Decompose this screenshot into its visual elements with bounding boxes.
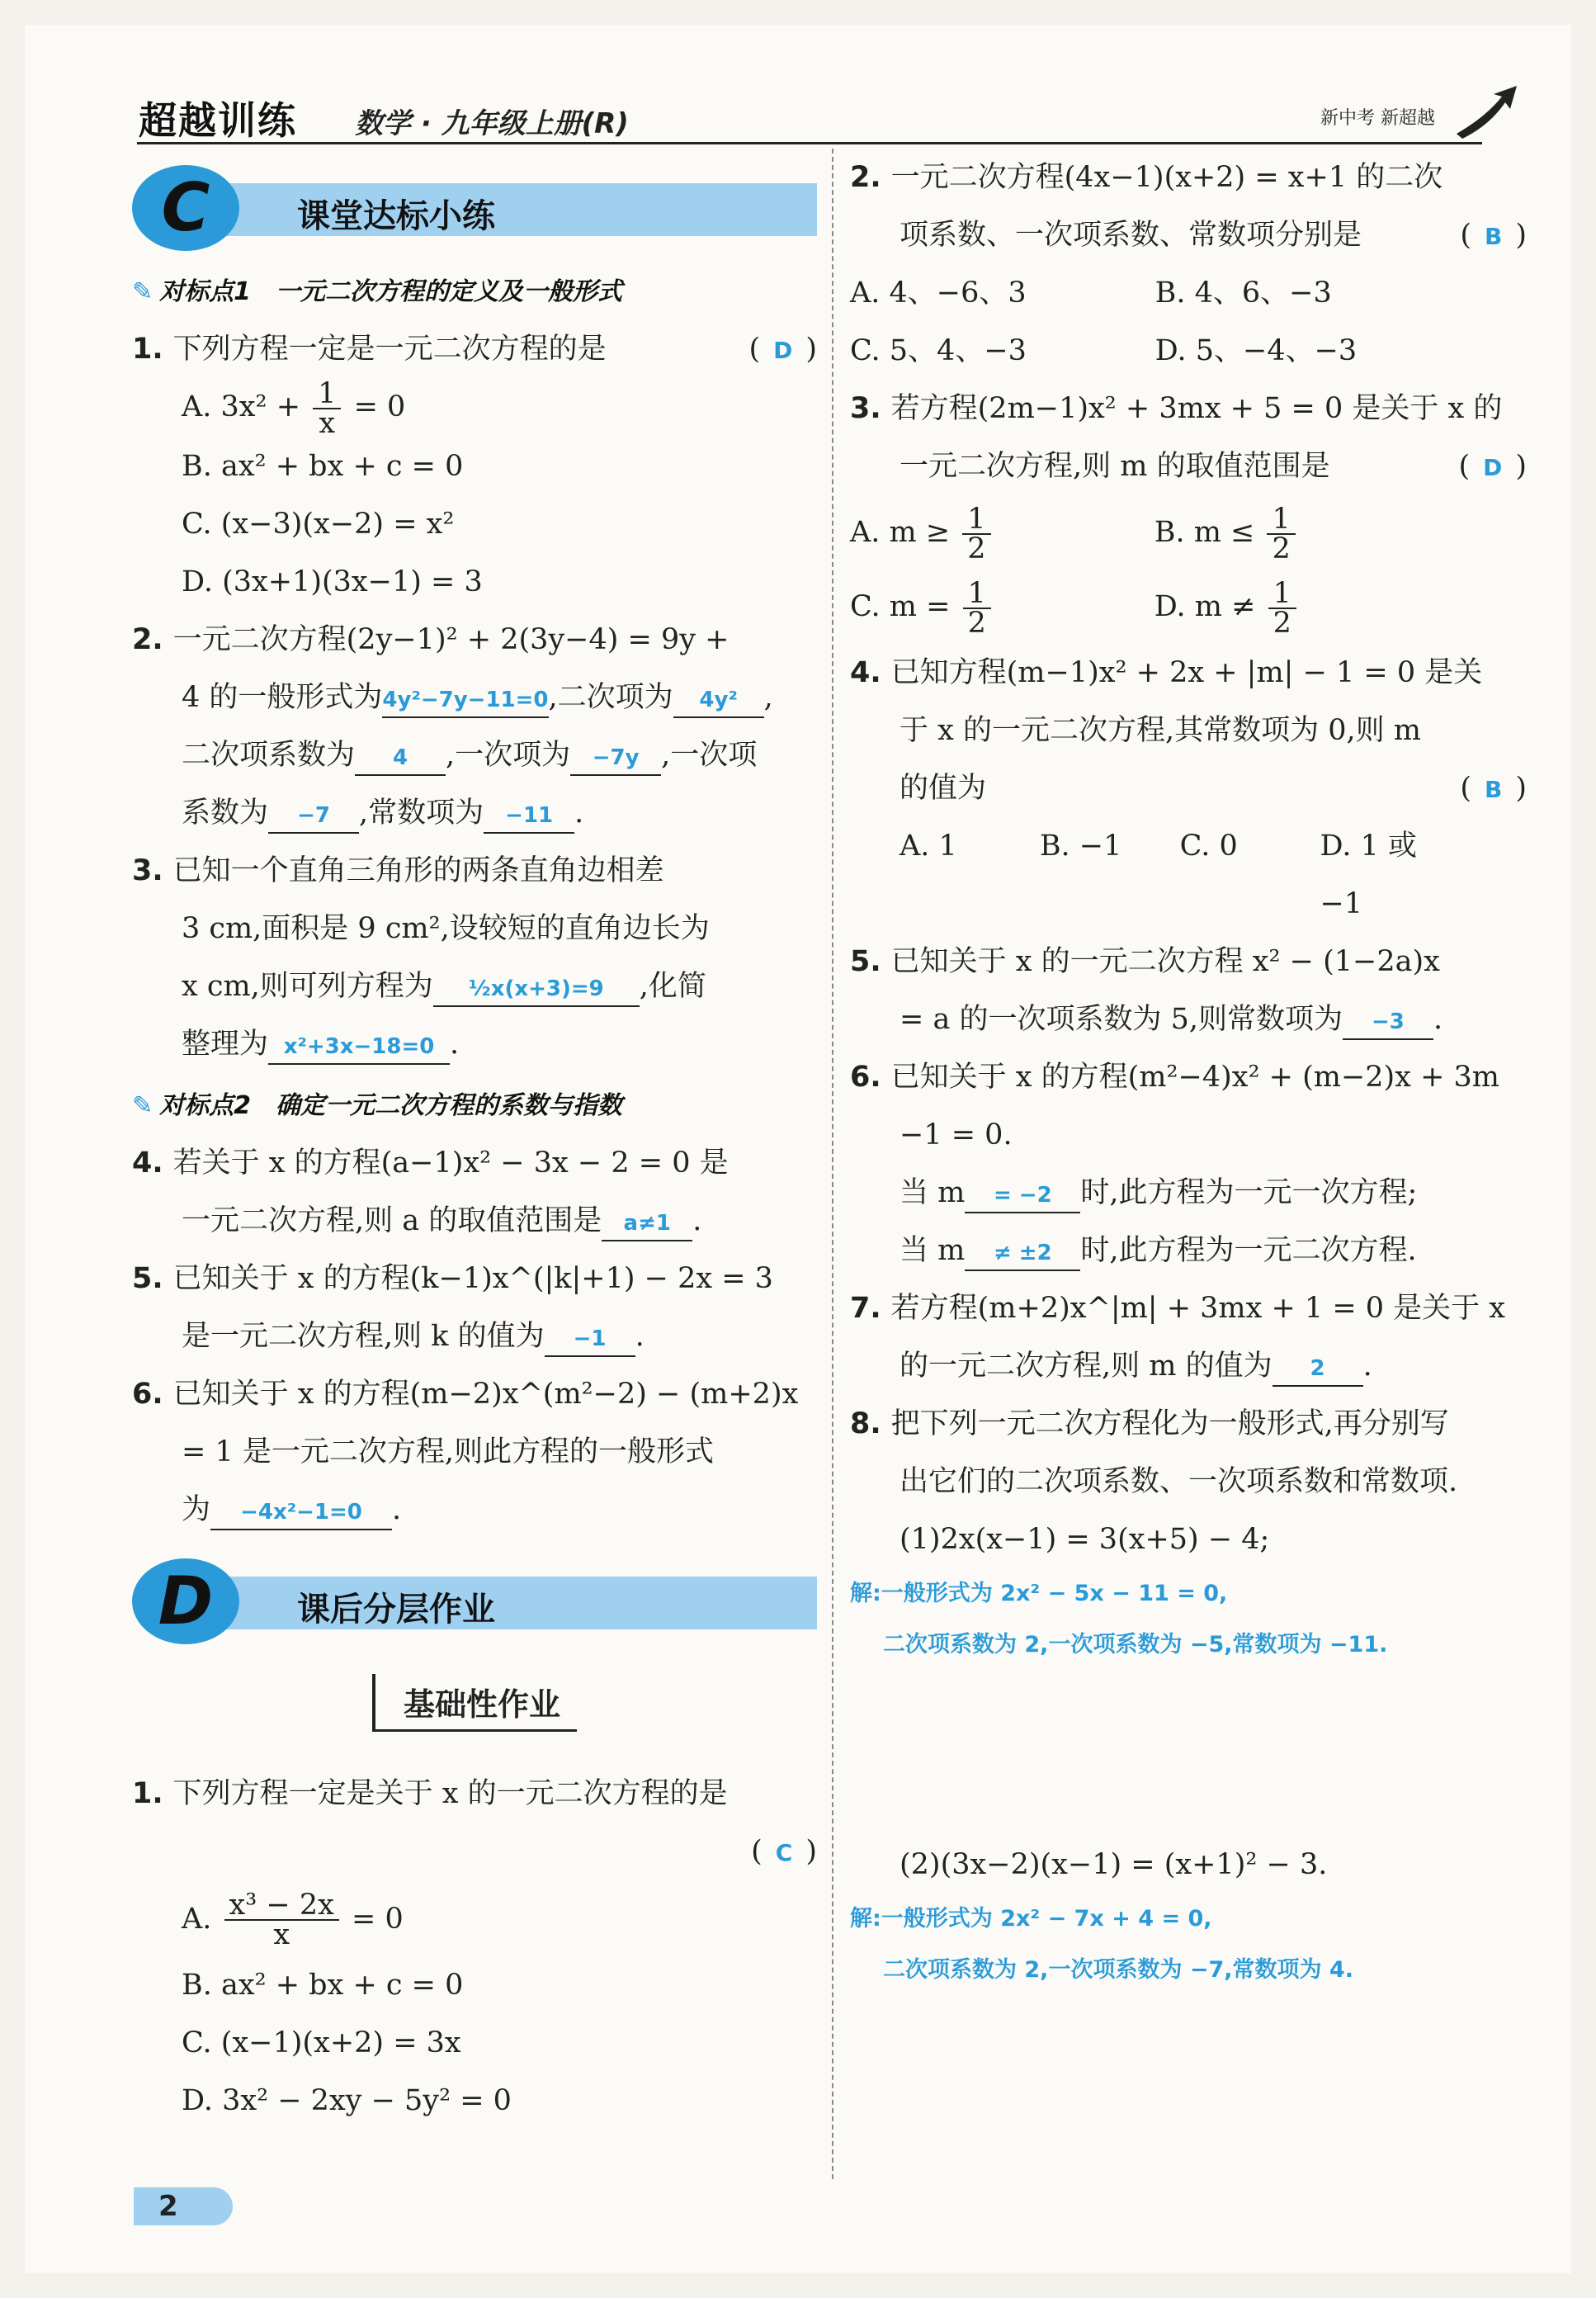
option-c: C. 5、4、−3 <box>850 334 1027 367</box>
question-r7 <box>850 1279 1527 1337</box>
question-r8-line: 出它们的二次项系数、一次项系数和常数项. <box>900 1465 1458 1498</box>
fraction <box>962 502 990 565</box>
answer-choice: D <box>1483 454 1503 481</box>
question-d1 <box>132 1765 817 1823</box>
fraction <box>313 376 341 440</box>
question-number: 7. <box>850 1292 881 1325</box>
option-a <box>850 495 1155 570</box>
option-d: D. 3x² − 2xy − 5y² = 0 <box>182 2083 512 2117</box>
question-text: 项系数、一次项系数、常数项分别是 <box>900 219 1362 252</box>
option-b: B. −1 <box>1039 830 1122 863</box>
section-title: 课堂达标小练 <box>297 197 495 235</box>
question-text: x cm,则可列方程为 <box>182 969 433 1003</box>
question-r4 <box>850 644 1527 702</box>
column-divider <box>832 149 833 2179</box>
point-title-text: 对标点1 一元二次方程的定义及一般形式 <box>159 277 623 306</box>
page-number: 2 <box>158 2190 178 2223</box>
question-number: 4. <box>850 656 881 689</box>
fraction-numerator: 1 <box>963 579 991 609</box>
question-text: 时,此方程为一元二次方程. <box>1080 1234 1417 1267</box>
book-subtitle: 数学 · 九年级上册(R) <box>355 107 629 140</box>
question-number: 1. <box>132 333 163 366</box>
fraction-numerator: 1 <box>1268 579 1296 609</box>
option-text: = 0 <box>342 1902 404 1936</box>
question-text: 的值为 <box>900 772 987 805</box>
question-number: 1. <box>132 1776 163 1810</box>
question-text: 一元二次方程,则 a 的取值范围是 <box>182 1203 602 1237</box>
question-number: 3. <box>132 853 163 887</box>
question-r6-line: −1 = 0. <box>900 1118 1013 1151</box>
option-c <box>850 570 1155 644</box>
question-text: 二次项系数为 <box>182 738 356 772</box>
question-r8-part1: (1)2x(x−1) = 3(x+5) − 4; <box>900 1523 1270 1556</box>
section-c-banner <box>132 165 817 256</box>
fraction-numerator: 1 <box>313 380 341 409</box>
question-4-line <box>132 1192 817 1250</box>
question-text: ,一次项为 <box>446 738 571 772</box>
question-text: , <box>763 680 773 714</box>
question-text: 已知关于 x 的方程(m−2)x^(m²−2) − (m+2)x <box>172 1377 799 1411</box>
page-number-tab <box>134 2187 233 2225</box>
answer-paren: ( B ) <box>1460 772 1527 805</box>
brand-title: 超越训练 <box>139 98 297 143</box>
option-b: B. ax² + bx + c = 0 <box>182 449 464 483</box>
fraction-denominator: 2 <box>967 532 986 565</box>
fraction <box>963 576 991 640</box>
sub-header <box>132 1674 817 1732</box>
question-text: . <box>635 1319 645 1353</box>
point-title-1 <box>132 271 817 307</box>
question-text: 已知关于 x 的一元二次方程 x² − (1−2a)x <box>890 945 1440 978</box>
question-r3 <box>850 380 1527 437</box>
question-text: ,一次项 <box>661 738 758 772</box>
section-letter: C <box>132 165 239 251</box>
question-2-line <box>132 726 817 784</box>
options-r4 <box>850 817 1460 933</box>
option-text: B. m ≤ <box>1154 516 1264 549</box>
solution-2 <box>850 1894 1527 1996</box>
option-a: A. 1 <box>900 830 957 863</box>
section-title: 课后分层作业 <box>297 1590 495 1629</box>
option-c: C. (x−3)(x−2) = x² <box>182 507 455 541</box>
question-text: 若方程(2m−1)x² + 3mx + 5 = 0 是关于 x 的 <box>890 392 1503 425</box>
fraction-numerator: 1 <box>962 505 990 535</box>
answer-blank: −1 <box>545 1322 635 1357</box>
option-b <box>1155 495 1459 570</box>
question-text: 一元二次方程(2y−1)² + 2(3y−4) = 9y + <box>172 622 730 656</box>
section-d-banner <box>132 1558 817 1649</box>
arrow-icon <box>1452 84 1518 142</box>
question-r6-line <box>850 1222 1527 1279</box>
section-letter: D <box>132 1558 239 1644</box>
answer-blank: −3 <box>1343 1005 1433 1040</box>
question-text: 已知关于 x 的方程(k−1)x^(|k|+1) − 2x = 3 <box>172 1261 773 1295</box>
answer-blank: a≠1 <box>602 1207 692 1241</box>
option-d <box>1155 570 1459 644</box>
question-r6 <box>850 1048 1527 1106</box>
question-r4-line <box>850 759 1527 817</box>
question-text: 已知方程(m−1)x² + 2x + |m| − 1 = 0 是关 <box>890 656 1483 689</box>
option-d: D. (3x+1)(3x−1) = 3 <box>182 565 483 598</box>
slogan: 新中考 新超越 <box>1320 108 1435 129</box>
question-text: . <box>574 796 584 830</box>
header-rule <box>137 142 1482 144</box>
question-number: 8. <box>850 1407 881 1440</box>
point-title-2 <box>132 1085 817 1121</box>
question-text: . <box>692 1203 702 1237</box>
answer-choice: B <box>1485 776 1503 803</box>
page-header <box>25 25 1571 149</box>
answer-blank: 4y²−7y−11=0 <box>382 683 548 718</box>
solution-1 <box>850 1568 1527 1671</box>
question-1 <box>132 320 817 378</box>
question-3 <box>132 842 817 900</box>
answer-blank: ≠ ±2 <box>965 1236 1080 1271</box>
question-text: ,二次项为 <box>548 680 673 714</box>
option-d: D. 1 或 −1 <box>1320 830 1417 920</box>
fraction-denominator: 2 <box>967 606 986 640</box>
answer-blank: −11 <box>484 799 574 834</box>
question-number: 2. <box>132 622 163 656</box>
question-text: . <box>1362 1350 1372 1383</box>
question-text: 若方程(m+2)x^|m| + 3mx + 1 = 0 是关于 x <box>890 1292 1506 1325</box>
question-text: 时,此方程为一元一次方程; <box>1080 1176 1418 1209</box>
question-number: 6. <box>132 1377 163 1411</box>
solution-line: 二次项系数为 2,一次项系数为 −7,常数项为 4. <box>883 1957 1353 1983</box>
question-4 <box>132 1134 817 1192</box>
fraction-numerator: x³ − 2x <box>224 1891 339 1921</box>
question-3-line: 3 cm,面积是 9 cm²,设较短的直角边长为 <box>182 911 710 945</box>
option-text: = 0 <box>344 390 406 423</box>
option-d: D. 5、−4、−3 <box>1155 334 1358 367</box>
answer-paren: ( B ) <box>1460 219 1527 252</box>
answer-blank: −7 <box>268 799 359 834</box>
answer-choice: B <box>1485 223 1503 250</box>
question-5 <box>132 1250 817 1307</box>
question-number: 2. <box>850 161 881 194</box>
question-text: 整理为 <box>182 1027 269 1061</box>
answer-blank: = −2 <box>965 1179 1080 1213</box>
question-r3-line <box>850 437 1527 495</box>
question-6-line: = 1 是一元二次方程,则此方程的一般形式 <box>182 1435 714 1468</box>
question-text: ,常数项为 <box>359 796 484 830</box>
fraction-numerator: 1 <box>1267 505 1295 535</box>
solution-line: 解:一般形式为 2x² − 7x + 4 = 0, <box>850 1906 1212 1932</box>
answer-paren: ( D ) <box>1458 450 1527 483</box>
question-text: 4 的一般形式为 <box>182 680 383 714</box>
question-number: 3. <box>850 392 881 425</box>
answer-line: ( C ) <box>751 1834 817 1868</box>
answer-paren: ( D ) <box>748 333 817 366</box>
option-a <box>132 1882 817 1956</box>
question-text: . <box>1433 1003 1443 1036</box>
question-text: = a 的一次项系数为 5,则常数项为 <box>900 1003 1343 1036</box>
option-text: A. m ≥ <box>850 516 960 549</box>
question-3-line <box>132 1015 817 1073</box>
question-text: 的一元二次方程,则 m 的值为 <box>900 1350 1273 1383</box>
question-number: 5. <box>132 1261 163 1295</box>
question-number: 5. <box>850 945 881 978</box>
option-text: D. m ≠ <box>1154 590 1265 623</box>
point-title-text: 对标点2 确定一元二次方程的系数与指数 <box>159 1090 623 1120</box>
question-text: 已知一个直角三角形的两条直角边相差 <box>172 853 664 887</box>
answer-blank: −4x²−1=0 <box>210 1496 392 1530</box>
question-r6-line <box>850 1164 1527 1222</box>
question-6 <box>132 1365 817 1423</box>
answer-blank: ½x(x+3)=9 <box>433 972 640 1007</box>
answer-blank: 4 <box>355 741 446 776</box>
question-number: 4. <box>132 1146 163 1180</box>
question-text: 把下列一元二次方程化为一般形式,再分别写 <box>890 1407 1449 1440</box>
solution-line: 解:一般形式为 2x² − 5x − 11 = 0, <box>850 1581 1228 1606</box>
solution-line: 二次项系数为 2,一次项系数为 −5,常数项为 −11. <box>883 1632 1388 1657</box>
blank-space <box>850 1671 1527 1836</box>
option-c: C. (x−1)(x+2) = 3x <box>182 2026 461 2059</box>
answer-blank: x²+3x−18=0 <box>268 1030 450 1065</box>
question-text: 当 m <box>900 1234 966 1267</box>
workbook-page <box>25 25 1571 2273</box>
fraction <box>224 1891 339 1949</box>
option-b: B. ax² + bx + c = 0 <box>182 1968 464 2002</box>
option-a: A. 4、−6、3 <box>850 277 1027 310</box>
sub-header-title: 基础性作业 <box>372 1674 577 1732</box>
question-r8-part2: (2)(3x−2)(x−1) = (x+1)² − 3. <box>900 1848 1328 1881</box>
options-r3 <box>850 495 1458 644</box>
question-text: . <box>450 1027 460 1061</box>
question-3-line <box>132 958 817 1015</box>
option-b: B. 4、6、−3 <box>1155 277 1332 310</box>
question-r5 <box>850 933 1527 991</box>
option-c: C. 0 <box>1179 830 1238 863</box>
question-text: 是一元二次方程,则 k 的值为 <box>182 1319 545 1353</box>
question-r2-line <box>850 206 1527 264</box>
question-r5-line <box>850 991 1527 1048</box>
question-r4-line: 于 x 的一元二次方程,其常数项为 0,则 m <box>900 714 1421 747</box>
question-text: 下列方程一定是关于 x 的一元二次方程的是 <box>172 1776 728 1810</box>
question-text: 一元二次方程,则 m 的取值范围是 <box>900 450 1330 483</box>
question-text: 若关于 x 的方程(a−1)x² − 3x − 2 = 0 是 <box>172 1146 729 1180</box>
question-6-line <box>132 1481 817 1539</box>
question-r7-line <box>850 1337 1527 1395</box>
option-text: A. <box>182 1902 221 1936</box>
answer-choice: C <box>775 1838 793 1866</box>
fraction-denominator: x <box>273 1918 290 1951</box>
answer-choice: D <box>773 337 793 364</box>
question-2-line <box>132 669 817 726</box>
question-r8 <box>850 1395 1527 1453</box>
question-text: 当 m <box>900 1176 966 1209</box>
question-text: 系数为 <box>182 796 269 830</box>
question-r2 <box>850 149 1527 206</box>
question-2 <box>132 611 817 669</box>
option-a <box>132 376 817 440</box>
option-text: C. m = <box>850 590 960 623</box>
option-text: A. 3x² + <box>182 390 310 423</box>
answer-blank: 4y² <box>673 683 764 718</box>
pen-icon: ✎ <box>132 1090 153 1120</box>
fraction-denominator: 2 <box>1272 532 1291 565</box>
question-text: . <box>392 1492 402 1526</box>
fraction-denominator: 2 <box>1273 606 1291 640</box>
question-text: 已知关于 x 的方程(m²−4)x² + (m−2)x + 3m <box>890 1061 1499 1094</box>
answer-blank: 2 <box>1273 1352 1363 1387</box>
answer-blank: −7y <box>570 741 661 776</box>
question-number: 6. <box>850 1061 881 1094</box>
right-column <box>850 149 1527 1996</box>
question-5-line <box>132 1307 817 1365</box>
question-text: ,化简 <box>639 969 706 1003</box>
fraction <box>1268 576 1296 640</box>
fraction <box>1267 502 1295 565</box>
options-r2 <box>850 264 1460 380</box>
pen-icon: ✎ <box>132 277 153 306</box>
question-text: 下列方程一定是一元二次方程的是 <box>172 333 607 366</box>
fraction-denominator: x <box>319 406 336 440</box>
question-text: 为 <box>182 1492 211 1526</box>
question-text: 一元二次方程(4x−1)(x+2) = x+1 的二次 <box>890 161 1443 194</box>
left-column <box>132 165 817 2130</box>
question-2-line <box>132 784 817 842</box>
